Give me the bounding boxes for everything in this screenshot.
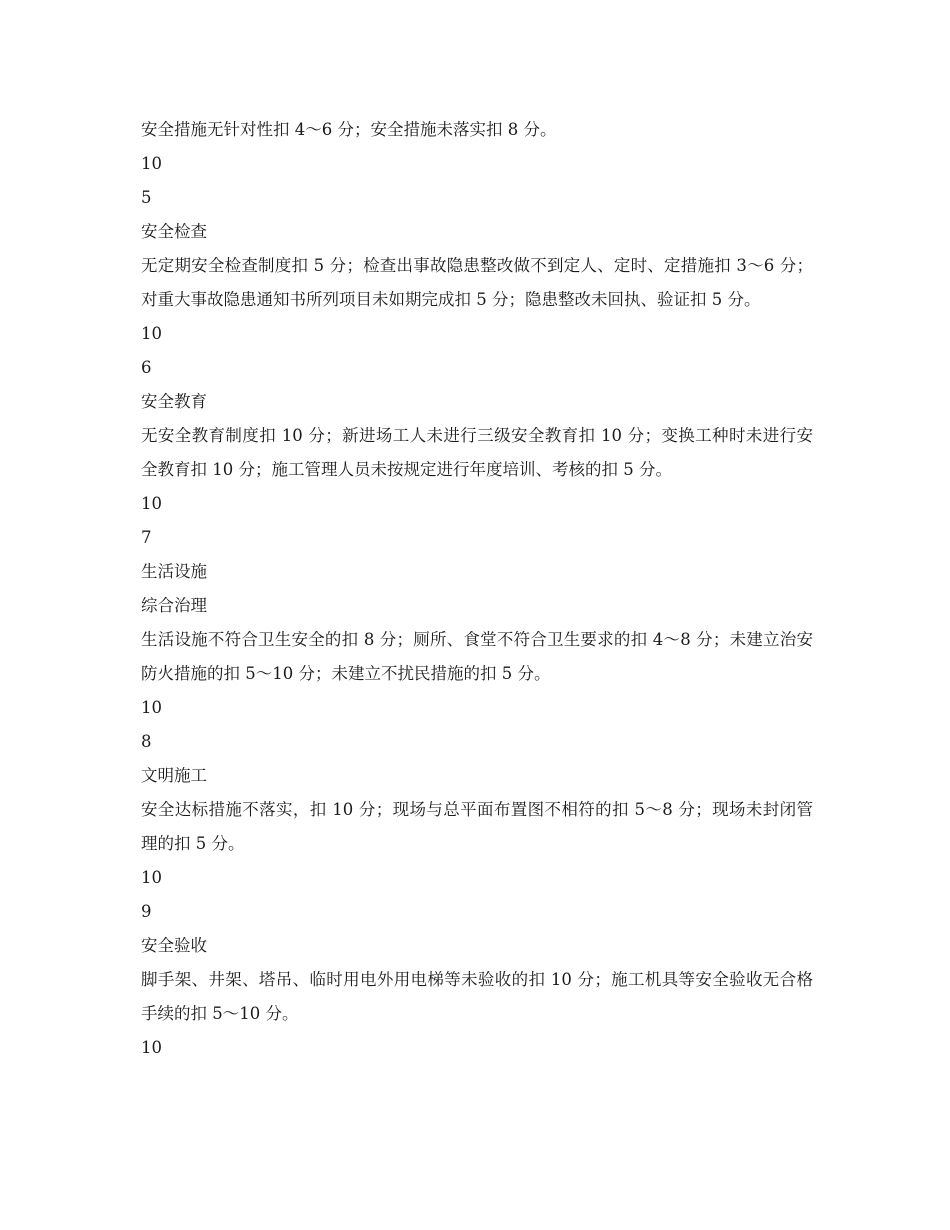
score-value: 10 xyxy=(141,698,162,717)
item-criteria: 脚手架、井架、塔吊、临时用电外用电梯等未验收的扣 10 分；施工机具等安全验收无合格手续的扣 5～10 分。 xyxy=(141,970,813,1023)
item-number: 8 xyxy=(141,732,152,751)
item-title: 生活设施 xyxy=(141,562,207,581)
item-criteria: 生活设施不符合卫生安全的扣 8 分；厕所、食堂不符合卫生要求的扣 4～8 分；未建立治安防火措施的扣 5～10 分；未建立不扰民措施的扣 5 分。 xyxy=(141,630,813,683)
score-value: 10 xyxy=(141,154,162,173)
score-value: 10 xyxy=(141,1038,162,1057)
item-number: 5 xyxy=(141,188,152,207)
item-title: 综合治理 xyxy=(141,596,207,615)
item-number: 9 xyxy=(141,902,152,921)
item-number: 7 xyxy=(141,528,152,547)
text-line: 安全措施无针对性扣 4～6 分；安全措施未落实扣 8 分。 xyxy=(141,120,557,139)
item-title: 安全验收 xyxy=(141,936,207,955)
document-body xyxy=(141,113,813,1065)
item-title: 安全教育 xyxy=(141,392,207,411)
score-value: 10 xyxy=(141,324,162,343)
item-number: 6 xyxy=(141,358,152,377)
score-value: 10 xyxy=(141,868,162,887)
item-criteria: 安全达标措施不落实，扣 10 分；现场与总平面布置图不相符的扣 5～8 分；现场未封闭管理的扣 5 分。 xyxy=(141,800,813,853)
item-criteria: 无定期安全检查制度扣 5 分；检查出事故隐患整改做不到定人、定时、定措施扣 3～6 分；对重大事故隐患通知书所列项目未如期完成扣 5 分；隐患整改未回执、验证扣 5 分。 xyxy=(141,256,813,309)
item-title: 安全检查 xyxy=(141,222,207,241)
item-criteria: 无安全教育制度扣 10 分；新进场工人未进行三级安全教育扣 10 分；变换工种时未进行安全教育扣 10 分；施工管理人员未按规定进行年度培训、考核的扣 5 分。 xyxy=(141,426,813,479)
score-value: 10 xyxy=(141,494,162,513)
item-title: 文明施工 xyxy=(141,766,207,785)
